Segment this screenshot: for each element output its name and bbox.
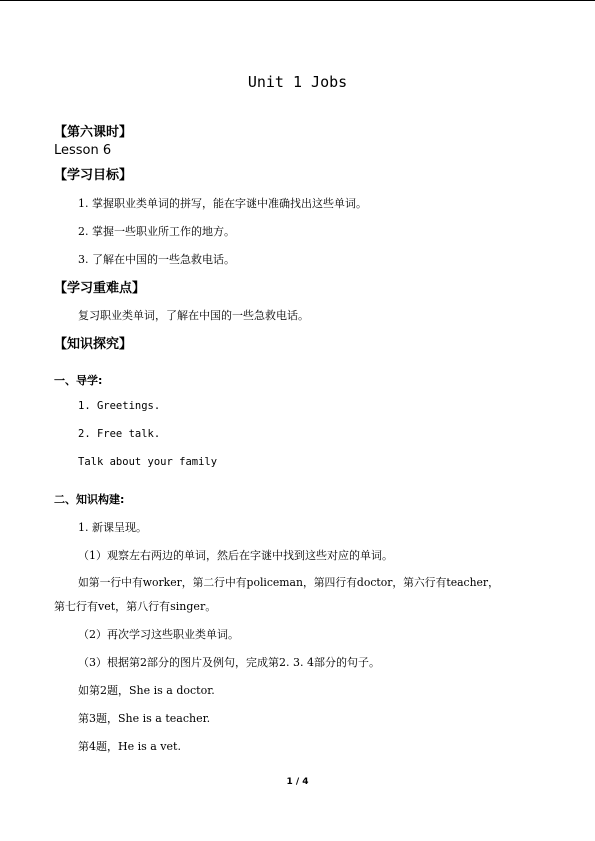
objectives-heading: 【学习目标】 <box>54 168 133 183</box>
objective-item: 2. 掌握一些职业所工作的地方。 <box>78 225 235 238</box>
build-item: 如第2题，She is a doctor. <box>78 684 215 697</box>
build-item: （1）观察左右两边的单词，然后在字谜中找到这些对应的单词。 <box>78 549 393 562</box>
build-item: 1. 新课呈现。 <box>78 521 147 534</box>
build-item: 第七行有vet，第八行有singer。 <box>54 600 217 613</box>
build-item: 第3题，She is a teacher. <box>78 712 211 725</box>
guide-item: 1. Greetings. <box>78 400 161 412</box>
period-heading: 【第六课时】 <box>54 125 133 140</box>
guide-item: 2. Free talk. <box>78 428 161 440</box>
lesson-label: Lesson 6 <box>54 143 112 158</box>
guide-item: Talk about your family <box>78 456 218 468</box>
keypoints-heading: 【学习重难点】 <box>54 281 146 296</box>
build-item: （2）再次学习这些职业类单词。 <box>78 628 239 641</box>
build-heading: 二、知识构建: <box>54 493 125 506</box>
build-item: 第4题，He is a vet. <box>78 740 181 753</box>
explore-heading: 【知识探究】 <box>54 337 133 352</box>
build-item: （3）根据第2部分的图片及例句，完成第2. 3. 4部分的句子。 <box>78 656 380 669</box>
page-number: 1 / 4 <box>286 777 309 787</box>
build-item: 如第一行中有worker，第二行中有policeman，第四行有doctor，第六行有teacher， <box>78 576 499 589</box>
objective-item: 1. 掌握职业类单词的拼写，能在字谜中准确找出这些单词。 <box>78 197 367 210</box>
guide-heading: 一、导学: <box>54 374 103 387</box>
keypoints-text: 复习职业类单词，了解在中国的一些急救电话。 <box>78 309 309 322</box>
document-title: Unit 1 Jobs <box>247 73 348 91</box>
objective-item: 3. 了解在中国的一些急救电话。 <box>78 253 235 266</box>
